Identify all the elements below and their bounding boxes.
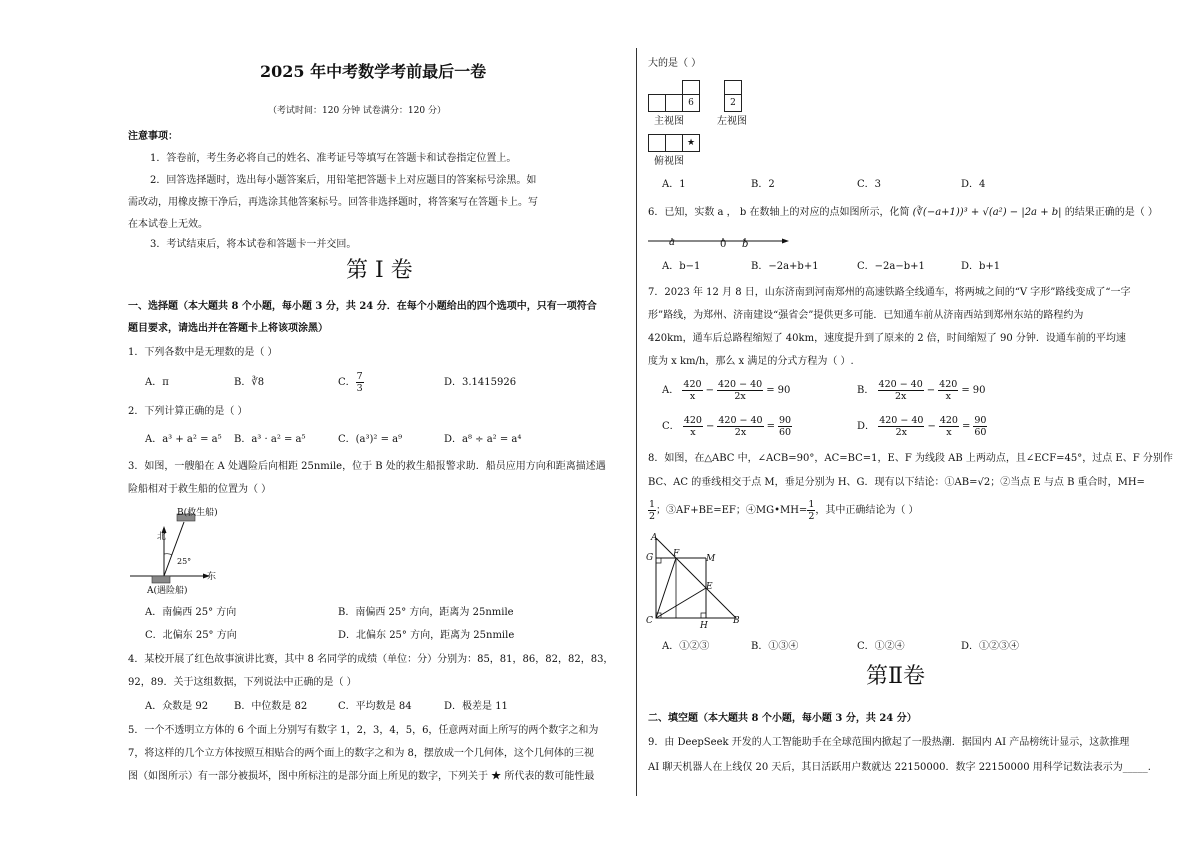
front-view-cell (648, 94, 666, 112)
q8-line-3-b: ，其中正确结论为（ ） (815, 505, 919, 516)
left-view-top-cell (724, 80, 742, 94)
q8-half-den-2: 2 (808, 511, 815, 522)
volume-2-heading: 第Ⅱ卷 (866, 664, 925, 689)
q8-line-3-a: ；③AF+BE=EF；④MG•MH= (656, 505, 808, 516)
q7-d-equals: = (961, 421, 971, 432)
notice-line-1: 1．答卷前，考生务必将自己的姓名、准考证号等填写在答题卡和试卷指定位置上。 (150, 153, 517, 164)
q6-axis-label-zero: 0 (720, 239, 727, 250)
q5-option-d: D．4 (961, 179, 986, 190)
q7-option-c (662, 414, 792, 440)
q7-b-equals: = (961, 385, 970, 396)
q7-d-minus: − (927, 421, 936, 432)
q6-stem-post: 的结果正确的是（ ） (1064, 207, 1158, 218)
q3-line-1: 3．如图，一艘船在 A 处遇险后向相距 25nmile，位于 B 处的救生船报警求助．船员应用方向和距离描述遇 (128, 461, 606, 472)
q6-option-b: B．−2a+b+1 (751, 261, 819, 272)
q7-d-frac2-den: x (946, 427, 952, 438)
q4-line-1: 4．某校开展了红色故事演讲比赛，其中 8 名同学的成绩（单位：分）分别为：85，81，86，82，82，83， (128, 654, 614, 665)
page-title: 2025 年中考数学考前最后一卷 (260, 62, 487, 81)
q7-c-label: C． (662, 421, 680, 432)
front-view-label: 主视图 (654, 116, 684, 127)
q3-label-angle: 25° (177, 557, 192, 566)
q7-c-rhs-num: 90 (779, 415, 792, 426)
q8-line-3 (648, 498, 919, 524)
q7-line-2: 形”路线，为郑州、济南建设“强省会”提供更多可能．已知通车前从济南西站到郑州东站的路程约为 (648, 310, 1084, 321)
q1-option-d: D．3.1415926 (444, 377, 517, 388)
q8-option-c: C．①②④ (857, 641, 905, 652)
q7-a-label: A． (662, 385, 680, 396)
q2-option-c: C．(a³)² = a⁹ (338, 434, 403, 445)
notice-line-2: 2．回答选择题时，选出每小题答案后，用铅笔把答题卡上对应题目的答案标号涂黑。如 (150, 175, 537, 186)
q8-line-2-a: BC、AC 的垂线相交于点 M，垂足分别为 H、G．现有以下结论：①AB= (648, 477, 978, 488)
q6-axis-label-b: b (742, 239, 749, 250)
q3-label-east: 东 (207, 572, 217, 582)
q7-b-frac2-num: 420 (939, 379, 958, 390)
q7-b-frac1-den: 2x (894, 391, 907, 402)
q7-d-rhs-num: 90 (974, 415, 987, 426)
q4-option-a: A．众数是 92 (145, 701, 209, 712)
q9-line-1: 9．由 DeepSeek 开发的人工智能助手在全球范围内掀起了一股热潮．据国内 AI 产品榜统计显示，这款推理 (648, 737, 1130, 748)
q8-point-h: H (700, 621, 708, 631)
q2-option-b: B．a³ · a² = a⁵ (234, 434, 306, 445)
q7-d-frac1-den: 2x (895, 427, 908, 438)
q6-axis-label-a: a (669, 237, 675, 248)
q8-half-num-2: 1 (808, 499, 815, 510)
q6-option-a: A．b−1 (662, 261, 701, 272)
q4-option-b: B．中位数是 82 (234, 701, 308, 712)
column-divider (636, 48, 637, 796)
q8-line-2-b: ；②当点 E 与点 B 重合时，MH= (990, 477, 1145, 488)
q6-stem-pre: 6．已知，实数 a ， b 在数轴上的对应的点如图所示，化简 (648, 207, 910, 218)
q8-point-m: M (706, 554, 716, 564)
q4-option-d: D．极差是 11 (444, 701, 508, 712)
q9-line-2: AI 聊天机器人在上线仅 20 天后，其日活跃用户数就达 22150000．数字 22150000 用科学记数法表示为_____. (648, 762, 1151, 773)
q8-sqrt2: √2 (977, 477, 991, 488)
q8-line-1: 8．如图，在△ABC 中，∠ACB=90°，AC=BC=1，E、F 为线段 AB 上两动点，且∠ECF=45°，过点 E、F 分别作 (648, 453, 1173, 464)
q5-option-c: C．3 (857, 179, 882, 190)
q7-line-1: 7．2023 年 12 月 8 日，山东济南到河南郑州的高速铁路全线通车，将两城之间的“V 字形”路线变成了“一字 (648, 287, 1131, 298)
left-view-label: 左视图 (717, 116, 747, 127)
q2-stem: 2．下列计算正确的是（ ） (128, 406, 248, 417)
q8-point-e: E (706, 582, 713, 592)
q7-b-rhs: 90 (972, 385, 986, 396)
q1-option-a: A．π (145, 377, 169, 388)
q3-option-a: A．南偏西 25° 方向 (145, 607, 237, 618)
front-view-top-cell (682, 80, 700, 94)
q7-line-4: 度为 x km/h，那么 x 满足的分式方程为（ ）. (648, 356, 854, 367)
q5-option-a: A．1 (662, 179, 686, 190)
q5-line-2: 7，将这样的几个立方体按照互相贴合的两个面上的数字之和为 8，摆放成一个几何体，这个几何体的三视 (128, 748, 594, 759)
q7-a-frac1-num: 420 (683, 379, 702, 390)
section-1-line-1: 一、选择题（本大题共 8 个小题，每小题 3 分，共 24 分．在每个小题给出的四个选项中，只有一项符合 (128, 301, 597, 312)
q7-c-rhs-den: 60 (779, 427, 792, 438)
top-view-cell (665, 134, 683, 152)
q8-point-f: F (673, 549, 680, 559)
q7-a-frac2-den: 2x (734, 391, 746, 402)
notice-line-5: 3．考试结束后，将本试卷和答题卡一并交回。 (150, 239, 357, 250)
q7-b-minus: − (926, 385, 936, 396)
top-view-label: 俯视图 (654, 156, 684, 167)
q7-d-rhs-den: 60 (974, 427, 987, 438)
q7-c-frac1-num: 420 (683, 415, 702, 426)
q1-option-b: B．∛8 (234, 377, 265, 388)
q4-option-c: C．平均数是 84 (338, 701, 412, 712)
q5-line-3: 图（如图所示）有一部分被损坏，图中所标注的是部分面上所见的数字，下列关于 ★ 所代表的数可能性最 (128, 771, 595, 782)
left-view-cell: 2 (724, 94, 742, 112)
q7-a-minus: − (705, 385, 714, 396)
q8-line-2 (648, 476, 1145, 490)
q8-point-g: G (646, 553, 654, 563)
q3-label-north: 北 (157, 532, 167, 542)
q8-point-b: B (733, 616, 740, 626)
q8-point-a: A (651, 533, 658, 543)
q7-b-frac1-num: 420 − 40 (878, 379, 923, 390)
q7-option-a (662, 378, 790, 404)
q5-option-b: B．2 (751, 179, 775, 190)
q7-a-rhs: 90 (777, 385, 791, 396)
q2-option-d: D．a⁸ ÷ a² = a⁴ (444, 434, 522, 445)
notice-line-4: 在本试卷上无效。 (128, 219, 208, 230)
top-view-star-cell: ★ (682, 134, 700, 152)
q1-option-c (338, 370, 364, 396)
q7-b-label: B． (857, 385, 875, 396)
q8-option-a: A．①②③ (662, 641, 710, 652)
q8-half-den-1: 2 (649, 511, 656, 522)
section-1-line-2: 题目要求，请选出并在答题卡上将该项涂黑） (128, 323, 328, 334)
q5-line-1: 5．一个不透明立方体的 6 个面上分别写有数字 1，2，3，4，5，6，任意两对面上所写的两个数字之和为 (128, 725, 599, 736)
q1-c-denominator: 3 (356, 383, 363, 394)
q7-a-frac1-den: x (689, 391, 696, 402)
q7-d-frac1-num: 420 − 40 (879, 415, 924, 426)
q7-a-frac2-num: 420 − 40 (717, 379, 763, 390)
notice-line-3: 需改动，用橡皮擦干净后，再选涂其他答案标号。回答非选择题时，将答案写在答题卡上。写 (128, 197, 538, 208)
front-view-cell: 6 (682, 94, 700, 112)
top-view-cell (648, 134, 666, 152)
section-2-heading: 二、填空题（本大题共 8 个小题，每小题 3 分，共 24 分） (648, 713, 917, 724)
q3-label-a: A(遇险船) (147, 586, 188, 596)
q6-stem (648, 206, 1158, 220)
q1-stem: 1．下列各数中是无理数的是（ ） (128, 347, 278, 358)
q1-c-numerator: 7 (356, 371, 363, 382)
q7-c-frac1-den: x (690, 427, 696, 438)
q2-option-a: A．a³ + a² = a⁵ (145, 434, 222, 445)
q7-option-b (857, 378, 985, 404)
q6-expression: (∛(−a+1))³ + √(a²) − |2a + b| (912, 207, 1062, 218)
q4-line-2: 92，89．关于这组数据，下列说法中正确的是（ ） (128, 677, 357, 688)
q7-line-3: 420km，通车后总路程缩短了 40km，速度提升到了原来的 2 倍，时间缩短了 90 分钟．设通车前的平均速 (648, 333, 1126, 344)
q3-option-c: C．北偏东 25° 方向 (145, 630, 237, 641)
q7-d-frac2-num: 420 (939, 415, 958, 426)
q3-label-b: B(救生船) (177, 508, 218, 518)
q7-a-equals: = (766, 385, 775, 396)
q1-option-c-label: C． (338, 377, 356, 388)
q8-point-c: C (646, 616, 653, 626)
q6-option-d: D．b+1 (961, 261, 1001, 272)
front-view-cell (665, 94, 683, 112)
q7-option-d (857, 414, 987, 440)
q8-half-num-1: 1 (649, 499, 656, 510)
q3-option-b: B．南偏西 25° 方向，距离为 25nmile (338, 607, 514, 618)
q3-line-2: 险船相对于救生船的位置为（ ） (128, 484, 272, 495)
q8-option-d: D．①②③④ (961, 641, 1020, 652)
q5-line-4: 大的是（ ） (648, 58, 702, 69)
q3-option-d: D．北偏东 25° 方向，距离为 25nmile (338, 630, 515, 641)
exam-info: （考试时间：120 分钟 试卷满分：120 分） (268, 106, 446, 116)
notice-heading: 注意事项： (128, 131, 178, 142)
q7-c-equals: = (766, 421, 775, 432)
q7-c-frac2-num: 420 − 40 (718, 415, 763, 426)
q7-c-minus: − (705, 421, 715, 432)
q6-option-c: C．−2a−b+1 (857, 261, 925, 272)
q7-d-label: D． (857, 421, 876, 432)
q7-b-frac2-den: x (945, 391, 951, 402)
q7-c-frac2-den: 2x (734, 427, 747, 438)
q8-option-b: B．①③④ (751, 641, 799, 652)
volume-1-heading: 第 I 卷 (346, 258, 413, 283)
